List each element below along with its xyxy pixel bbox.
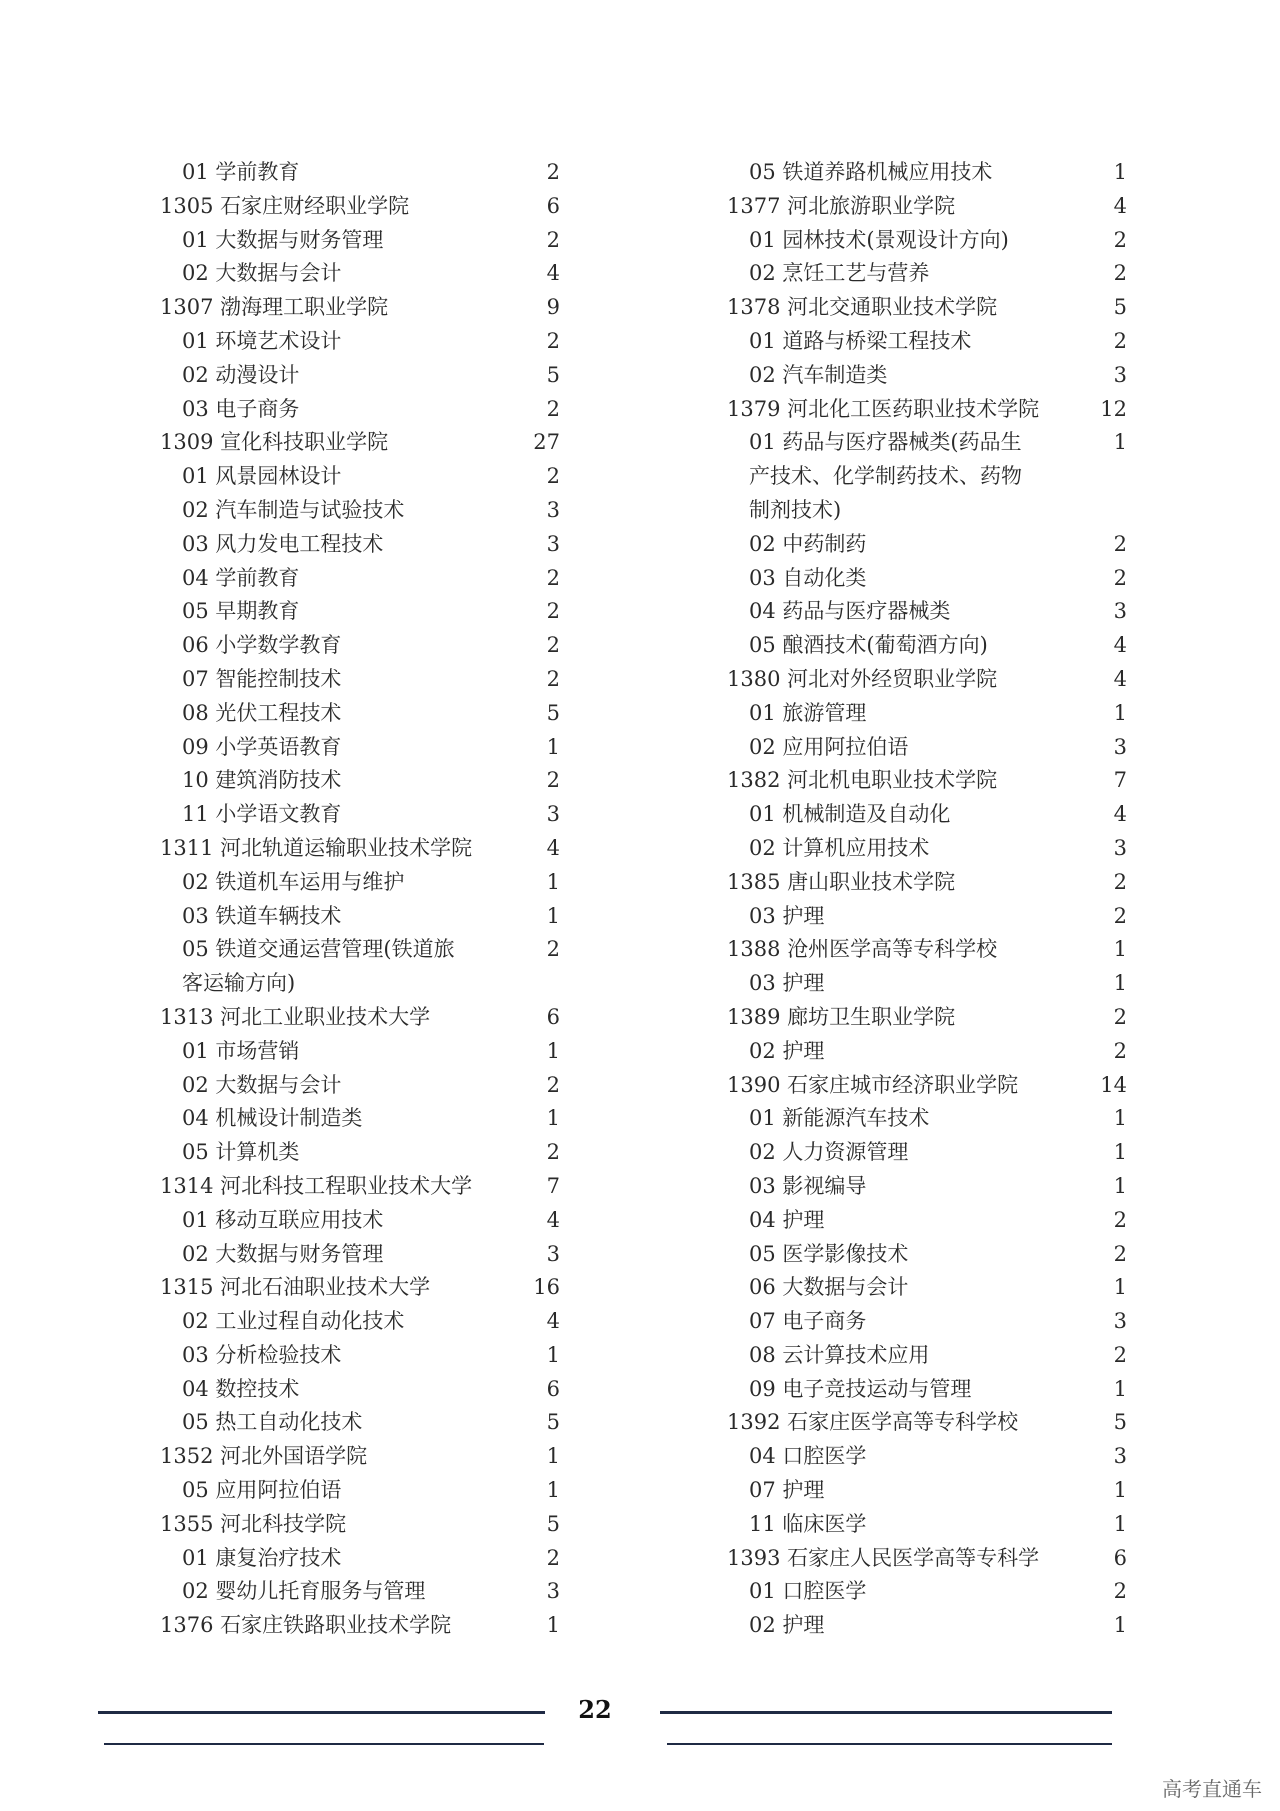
quota-count: 2 [1113, 1579, 1127, 1604]
quota-count: 1 [546, 1342, 560, 1367]
major-name: 01 药品与医疗器械类(药品生 产技术、化学制药技术、药物 制剂技术) [749, 430, 1022, 522]
major-name: 05 应用阿拉伯语 [182, 1478, 342, 1503]
college-name: 1376 石家庄铁路职业技术学院 [160, 1613, 452, 1638]
major-row [160, 595, 560, 629]
major-name: 03 护理 [749, 971, 825, 996]
major-row [160, 224, 560, 258]
quota-count: 2 [546, 633, 560, 658]
major-name: 05 医学影像技术 [749, 1241, 909, 1266]
quota-count: 4 [1113, 193, 1127, 218]
college-row [727, 1406, 1127, 1440]
major-name: 02 婴幼儿托育服务与管理 [182, 1579, 426, 1604]
major-row [727, 1102, 1127, 1136]
quota-count: 2 [546, 396, 560, 421]
quota-count: 2 [546, 937, 560, 962]
major-name: 11 临床医学 [749, 1511, 867, 1536]
quota-count: 5 [1113, 295, 1127, 320]
quota-count: 1 [1113, 160, 1127, 184]
quota-count: 1 [1113, 1173, 1127, 1198]
quota-count: 2 [1113, 1241, 1127, 1266]
quota-count: 6 [546, 193, 560, 218]
major-name: 01 康复治疗技术 [182, 1545, 342, 1570]
major-name: 02 工业过程自动化技术 [182, 1309, 405, 1334]
major-row [160, 900, 560, 934]
quota-count: 3 [546, 1241, 560, 1266]
footer-rule-top-left [98, 1711, 545, 1714]
major-name: 02 大数据与会计 [182, 261, 342, 286]
major-row [160, 460, 560, 494]
quota-count: 3 [546, 1579, 560, 1604]
major-name: 08 光伏工程技术 [182, 700, 342, 725]
quota-count: 1 [1113, 700, 1127, 725]
quota-count: 2 [546, 328, 560, 353]
major-name: 09 小学英语教育 [182, 734, 342, 759]
major-name: 09 电子竞技运动与管理 [749, 1376, 972, 1401]
quota-count: 3 [1113, 835, 1127, 860]
major-name: 05 酿酒技术(葡萄酒方向) [749, 633, 988, 658]
college-name: 1305 石家庄财经职业学院 [160, 193, 410, 218]
major-row [160, 1339, 560, 1373]
major-name: 02 大数据与财务管理 [182, 1241, 384, 1266]
quota-count: 1 [546, 734, 560, 759]
major-name: 03 风力发电工程技术 [182, 531, 384, 556]
major-row [160, 1204, 560, 1238]
major-name: 04 机械设计制造类 [182, 1106, 363, 1131]
right-column [727, 156, 1127, 1643]
major-row [727, 156, 1127, 190]
major-name: 01 新能源汽车技术 [749, 1106, 930, 1131]
major-row [727, 325, 1127, 359]
quota-count: 3 [1113, 599, 1127, 624]
major-name: 07 智能控制技术 [182, 666, 342, 691]
major-name: 01 道路与桥梁工程技术 [749, 328, 972, 353]
quota-count: 2 [546, 1545, 560, 1570]
major-name: 05 计算机类 [182, 1140, 300, 1165]
major-name: 01 机械制造及自动化 [749, 802, 951, 827]
college-name: 1313 河北工业职业技术大学 [160, 1004, 431, 1029]
quota-count: 3 [1113, 734, 1127, 759]
college-name: 1379 河北化工医药职业技术学院 [727, 396, 1040, 421]
major-row [727, 900, 1127, 934]
college-name: 1314 河北科技工程职业技术大学 [160, 1173, 473, 1198]
major-row [160, 1575, 560, 1609]
quota-count: 2 [546, 464, 560, 489]
major-row [727, 798, 1127, 832]
major-name: 02 护理 [749, 1613, 825, 1638]
quota-count: 2 [546, 1072, 560, 1097]
college-name: 1315 河北石油职业技术大学 [160, 1275, 431, 1300]
major-name: 03 护理 [749, 903, 825, 928]
major-row [160, 1069, 560, 1103]
major-row [160, 731, 560, 765]
quota-count: 1 [1113, 1478, 1127, 1503]
major-name: 01 市场营销 [182, 1038, 300, 1063]
major-name: 01 环境艺术设计 [182, 328, 342, 353]
major-name: 03 铁道车辆技术 [182, 903, 342, 928]
major-name: 04 数控技术 [182, 1376, 300, 1401]
major-row [727, 1440, 1127, 1474]
college-row [727, 291, 1127, 325]
college-row [160, 1001, 560, 1035]
major-row [160, 764, 560, 798]
quota-count: 4 [546, 835, 560, 860]
major-name: 01 学前教育 [182, 160, 300, 184]
major-name: 11 小学语文教育 [182, 802, 342, 827]
major-row [727, 1373, 1127, 1407]
major-name: 05 早期教育 [182, 599, 300, 624]
major-name: 02 人力资源管理 [749, 1140, 909, 1165]
major-name: 02 中药制药 [749, 531, 867, 556]
college-name: 1378 河北交通职业技术学院 [727, 295, 998, 320]
quota-count: 4 [546, 1207, 560, 1232]
college-row [727, 663, 1127, 697]
major-name: 06 大数据与会计 [749, 1275, 909, 1300]
major-name: 02 汽车制造类 [749, 362, 888, 387]
major-row [727, 562, 1127, 596]
quota-count: 27 [533, 430, 560, 455]
major-row [727, 224, 1127, 258]
quota-count: 16 [533, 1275, 560, 1300]
major-name: 02 大数据与会计 [182, 1072, 342, 1097]
major-row [727, 359, 1127, 393]
major-row [160, 1474, 560, 1508]
major-row [160, 393, 560, 427]
college-name: 1307 渤海理工职业学院 [160, 295, 389, 320]
major-row [160, 562, 560, 596]
major-row [727, 1339, 1127, 1373]
college-name: 1392 石家庄医学高等专科学校 [727, 1410, 1019, 1435]
major-row [160, 697, 560, 731]
quota-count: 5 [546, 1511, 560, 1536]
college-name: 1388 沧州医学高等专科学校 [727, 937, 998, 962]
major-name: 08 云计算技术应用 [749, 1342, 930, 1367]
college-row [160, 190, 560, 224]
college-name: 1382 河北机电职业技术学院 [727, 768, 998, 793]
major-row [160, 325, 560, 359]
major-row [160, 933, 560, 1001]
quota-count: 6 [546, 1376, 560, 1401]
quota-count: 1 [1113, 971, 1127, 996]
major-name: 01 口腔医学 [749, 1579, 867, 1604]
college-row [160, 1609, 560, 1643]
major-name: 03 电子商务 [182, 396, 300, 421]
quota-count: 7 [1113, 768, 1127, 793]
major-name: 01 风景园林设计 [182, 464, 342, 489]
major-row [727, 1609, 1127, 1643]
major-name: 07 电子商务 [749, 1309, 867, 1334]
major-row [160, 1035, 560, 1069]
college-row [160, 832, 560, 866]
major-name: 04 学前教育 [182, 565, 300, 590]
major-name: 04 口腔医学 [749, 1444, 867, 1469]
major-row [727, 1474, 1127, 1508]
college-row [160, 1271, 560, 1305]
quota-count: 6 [1113, 1545, 1127, 1570]
college-name: 1377 河北旅游职业学院 [727, 193, 956, 218]
major-row [727, 1508, 1127, 1542]
major-row [160, 663, 560, 697]
footer-rule-bottom-right [667, 1743, 1112, 1745]
major-name: 01 园林技术(景观设计方向) [749, 227, 1009, 252]
major-row [727, 629, 1127, 663]
quota-count: 14 [1100, 1072, 1127, 1097]
major-row [727, 257, 1127, 291]
college-row [160, 1508, 560, 1542]
quota-count: 3 [1113, 1444, 1127, 1469]
major-row [727, 426, 1127, 527]
major-row [727, 967, 1127, 1001]
quota-count: 1 [546, 869, 560, 894]
quota-count: 2 [1113, 869, 1127, 894]
quota-count: 3 [546, 497, 560, 522]
major-row [727, 731, 1127, 765]
major-name: 03 影视编导 [749, 1173, 867, 1198]
major-name: 05 铁道养路机械应用技术 [749, 160, 993, 184]
major-row [160, 1102, 560, 1136]
major-row [160, 629, 560, 663]
major-name: 02 计算机应用技术 [749, 835, 930, 860]
major-row [160, 1136, 560, 1170]
major-name: 02 铁道机车运用与维护 [182, 869, 405, 894]
quota-count: 4 [1113, 666, 1127, 691]
major-row [727, 1271, 1127, 1305]
college-row [160, 291, 560, 325]
quota-count: 5 [546, 1410, 560, 1435]
quota-count: 3 [546, 531, 560, 556]
quota-count: 5 [546, 700, 560, 725]
major-name: 10 建筑消防技术 [182, 768, 342, 793]
quota-count: 9 [546, 295, 560, 320]
quota-count: 3 [546, 802, 560, 827]
major-name: 03 自动化类 [749, 565, 867, 590]
college-row [727, 1542, 1127, 1576]
quota-count: 7 [546, 1173, 560, 1198]
quota-count: 3 [1113, 1309, 1127, 1334]
quota-count: 1 [546, 1038, 560, 1063]
quota-count: 12 [1100, 396, 1127, 421]
major-row [160, 494, 560, 528]
quota-count: 2 [1113, 565, 1127, 590]
major-row [727, 832, 1127, 866]
major-name: 02 汽车制造与试验技术 [182, 497, 405, 522]
quota-count: 3 [1113, 362, 1127, 387]
footer-rule-bottom-left [104, 1743, 544, 1745]
major-row [727, 1204, 1127, 1238]
major-row [160, 798, 560, 832]
major-row [160, 866, 560, 900]
major-row [160, 1406, 560, 1440]
quota-count: 2 [1113, 261, 1127, 286]
major-row [160, 1305, 560, 1339]
quota-count: 1 [546, 903, 560, 928]
major-row [160, 528, 560, 562]
quota-count: 1 [1113, 1376, 1127, 1401]
major-name: 04 药品与医疗器械类 [749, 599, 951, 624]
watermark: 高考直通车 [1162, 1777, 1262, 1801]
major-row [727, 528, 1127, 562]
major-name: 01 大数据与财务管理 [182, 227, 384, 252]
quota-count: 2 [1113, 227, 1127, 252]
major-row [727, 1305, 1127, 1339]
quota-count: 1 [546, 1444, 560, 1469]
major-row [727, 1170, 1127, 1204]
college-row [160, 426, 560, 460]
college-name: 1311 河北轨道运输职业技术学院 [160, 835, 473, 860]
quota-count: 2 [1113, 1004, 1127, 1029]
college-name: 1390 石家庄城市经济职业学院 [727, 1072, 1019, 1097]
college-name: 1380 河北对外经贸职业学院 [727, 666, 998, 691]
college-name: 1355 河北科技学院 [160, 1511, 347, 1536]
quota-count: 1 [1113, 430, 1127, 455]
major-row [727, 1238, 1127, 1272]
college-name: 1309 宣化科技职业学院 [160, 430, 389, 455]
quota-count: 5 [1113, 1410, 1127, 1435]
college-row [160, 1440, 560, 1474]
quota-count: 2 [546, 160, 560, 184]
quota-count: 2 [546, 1140, 560, 1165]
major-name: 01 旅游管理 [749, 700, 867, 725]
quota-count: 1 [1113, 1613, 1127, 1638]
college-row [727, 393, 1127, 427]
left-column [160, 156, 560, 1643]
major-name: 01 移动互联应用技术 [182, 1207, 384, 1232]
major-row [727, 595, 1127, 629]
college-row [727, 190, 1127, 224]
college-name: 1393 石家庄人民医学高等专科学 [727, 1545, 1040, 1570]
quota-count: 4 [1113, 802, 1127, 827]
quota-count: 4 [546, 261, 560, 286]
quota-count: 2 [546, 599, 560, 624]
major-name: 04 护理 [749, 1207, 825, 1232]
college-row [727, 764, 1127, 798]
quota-count: 4 [546, 1309, 560, 1334]
major-row [727, 1575, 1127, 1609]
major-name: 03 分析检验技术 [182, 1342, 342, 1367]
major-row [160, 1373, 560, 1407]
major-name: 02 动漫设计 [182, 362, 300, 387]
quota-count: 2 [546, 666, 560, 691]
college-row [727, 933, 1127, 967]
college-name: 1389 廊坊卫生职业学院 [727, 1004, 956, 1029]
major-name: 05 热工自动化技术 [182, 1410, 363, 1435]
college-row [727, 1001, 1127, 1035]
quota-count: 1 [1113, 1275, 1127, 1300]
quota-count: 2 [1113, 1207, 1127, 1232]
college-row [727, 866, 1127, 900]
quota-count: 5 [546, 362, 560, 387]
quota-count: 6 [546, 1004, 560, 1029]
college-row [727, 1069, 1127, 1103]
major-row [160, 1542, 560, 1576]
quota-count: 1 [1113, 1511, 1127, 1536]
quota-count: 1 [1113, 937, 1127, 962]
quota-count: 1 [546, 1106, 560, 1131]
quota-count: 2 [1113, 1342, 1127, 1367]
quota-count: 2 [1113, 903, 1127, 928]
major-row [727, 697, 1127, 731]
quota-count: 1 [1113, 1106, 1127, 1131]
quota-count: 1 [546, 1613, 560, 1638]
college-name: 1385 唐山职业技术学院 [727, 869, 956, 894]
major-row [727, 1136, 1127, 1170]
major-name: 02 烹饪工艺与营养 [749, 261, 930, 286]
quota-count: 2 [546, 227, 560, 252]
major-name: 02 应用阿拉伯语 [749, 734, 909, 759]
major-name: 05 铁道交通运营管理(铁道旅 客运输方向) [182, 937, 455, 996]
quota-count: 1 [546, 1478, 560, 1503]
major-row [160, 257, 560, 291]
college-row [160, 1170, 560, 1204]
major-name: 07 护理 [749, 1478, 825, 1503]
quota-count: 1 [1113, 1140, 1127, 1165]
major-name: 02 护理 [749, 1038, 825, 1063]
major-name: 06 小学数学教育 [182, 633, 342, 658]
major-row [160, 359, 560, 393]
major-row [160, 1238, 560, 1272]
quota-count: 2 [1113, 531, 1127, 556]
quota-count: 2 [1113, 1038, 1127, 1063]
major-row [160, 156, 560, 190]
quota-count: 2 [546, 565, 560, 590]
major-row [727, 1035, 1127, 1069]
college-name: 1352 河北外国语学院 [160, 1444, 368, 1469]
quota-count: 4 [1113, 633, 1127, 658]
quota-count: 2 [546, 768, 560, 793]
quota-count: 2 [1113, 328, 1127, 353]
footer-rule-top-right [660, 1711, 1112, 1714]
page-number: 22 [578, 1695, 612, 1724]
